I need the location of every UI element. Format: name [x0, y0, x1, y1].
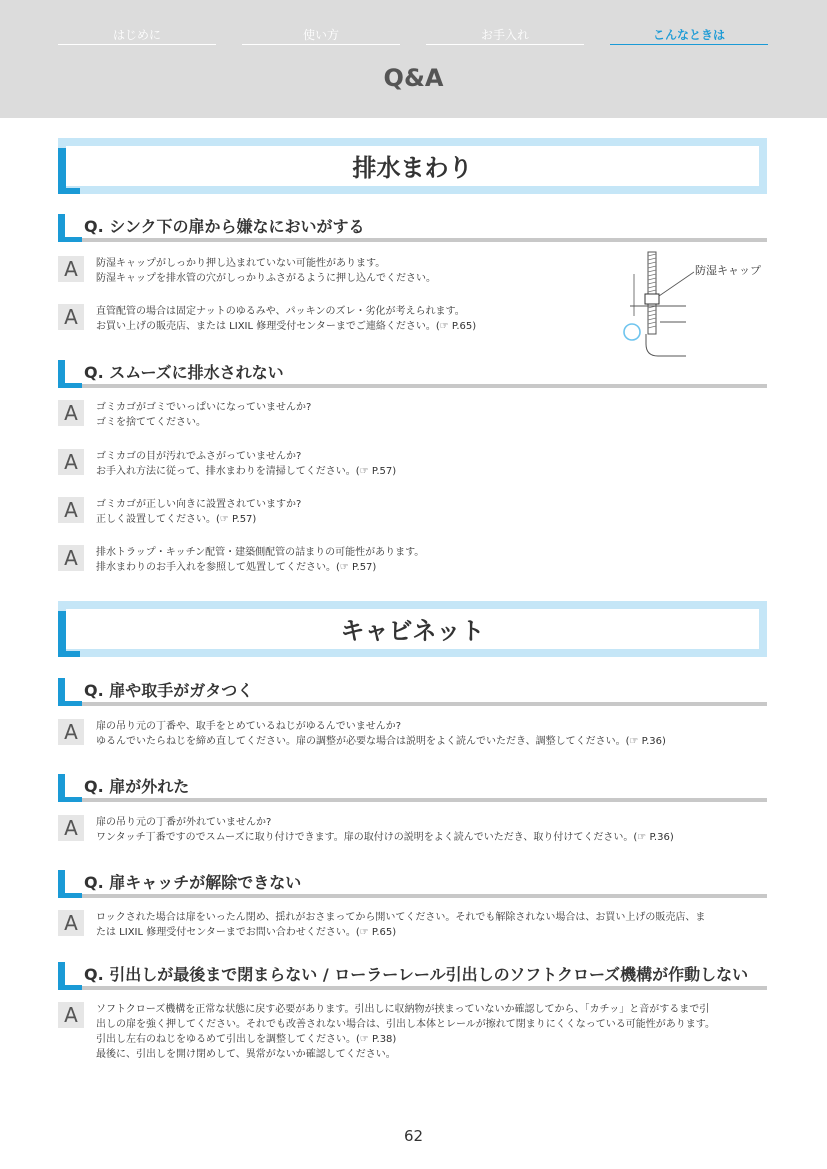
page-number: 62: [403, 1127, 424, 1145]
tab-oteire[interactable]: お手入れ: [426, 26, 584, 45]
answer-line: 引出し左右のねじをゆるめて引出しを調整してください。(☞ P.38): [96, 1034, 397, 1045]
question-text: Q. 扉キャッチが解除できない: [84, 873, 302, 892]
question-heading: [58, 962, 767, 990]
diagram-label: 防湿キャップ: [695, 264, 761, 277]
answer-badge: A: [58, 719, 84, 745]
tab-konnatokiha[interactable]: こんなときは: [610, 26, 768, 45]
page-header: [0, 0, 827, 118]
answer-line: 扉の吊り元の丁番や、取手をとめているねじがゆるんでいませんか?: [96, 721, 402, 732]
answer-line: 扉の吊り元の丁番が外れていませんか?: [96, 817, 272, 828]
answer-line: 防湿キャップがしっかり押し込まれていない可能性があります。: [96, 258, 386, 269]
answer-line: 排水まわりのお手入れを参照して処置してください。(☞ P.57): [96, 562, 377, 573]
answer-line: 排水トラップ・キッチン配管・建築側配管の詰まりの可能性があります。: [96, 547, 425, 558]
answer-line: 直管配管の場合は固定ナットのゆるみや、パッキンのズレ・劣化が考えられます。: [96, 306, 465, 317]
question-heading: [58, 360, 767, 388]
question-text: Q. 扉や取手がガタつく: [84, 681, 254, 700]
section-title: キャビネット: [340, 617, 485, 645]
answer-line: 防湿キャップを排水管の穴がしっかりふさがるように押し込んでください。: [96, 273, 436, 284]
answer-line: ロックされた場合は扉をいったん閉め、揺れがおさまってから開いてください。それでも解除されない場合は、お買い上げの販売店、ま: [96, 912, 706, 923]
question-text: Q. シンク下の扉から嫌なにおいがする: [84, 217, 365, 236]
answer-badge: A: [58, 304, 84, 330]
answer-line: お買い上げの販売店、または LIXIL 修理受付センターまでご連絡ください。(☞ P.65): [96, 321, 477, 332]
answer-line: 最後に、引出しを開け閉めして、異常がないか確認してください。: [96, 1049, 396, 1060]
answer-badge: A: [58, 1002, 84, 1028]
page-title: Q&A: [383, 64, 444, 92]
question-text: Q. 引出しが最後まで閉まらない / ローラーレール引出しのソフトクローズ機構が作動しない: [84, 965, 749, 984]
answer-line: ゴミカゴがゴミでいっぱいになっていませんか?: [96, 402, 312, 413]
question-heading: [58, 214, 767, 242]
section-banner-haisui: [58, 138, 767, 194]
answer-line: 出しの扉を強く押してください。それでも改善されない場合は、引出し本体とレールが擦れて閉まりにくくなっている可能性があります。: [96, 1019, 715, 1030]
answer-line: ゴミを捨ててください。: [96, 417, 206, 428]
section-banner-cabinet: [58, 601, 767, 657]
answer-badge: A: [58, 449, 84, 475]
answer-line: お手入れ方法に従って、排水まわりを清掃してください。(☞ P.57): [96, 466, 397, 477]
answer-badge: A: [58, 256, 84, 282]
question-text: Q. 扉が外れた: [84, 777, 190, 796]
section-title: 排水まわり: [352, 154, 473, 182]
answer-badge: A: [58, 497, 84, 523]
answer-line: ゆるんでいたらねじを締め直してください。扉の調整が必要な場合は説明をよく読んでいただき、調整してください。(☞ P.36): [96, 736, 666, 747]
answer-badge: A: [58, 545, 84, 571]
question-heading: [58, 774, 767, 802]
tab-hajimeni[interactable]: はじめに: [58, 26, 216, 45]
answer-line: 正しく設置してください。(☞ P.57): [96, 514, 257, 525]
answer-badge: A: [58, 910, 84, 936]
answer-badge: A: [58, 400, 84, 426]
answer-line: ゴミカゴが正しい向きに設置されていますか?: [96, 499, 302, 510]
question-text: Q. スムーズに排水されない: [84, 363, 284, 382]
question-heading: [58, 678, 767, 706]
drain-cap-diagram: [618, 248, 768, 360]
answer-line: ゴミカゴの目が汚れでふさがっていませんか?: [96, 451, 302, 462]
answer-badge: A: [58, 815, 84, 841]
question-heading: [58, 870, 767, 898]
answer-line: たは LIXIL 修理受付センターまでお問い合わせください。(☞ P.65): [96, 927, 397, 938]
answer-line: ソフトクローズ機構を正常な状態に戻す必要があります。引出しに収納物が挟まっていないか確認してから、「カチッ」と音がするまで引: [96, 1004, 710, 1015]
answer-line: ワンタッチ丁番ですのでスムーズに取り付けできます。扉の取付けの説明をよく読んでいただき、取り付けてください。(☞ P.36): [96, 832, 674, 843]
tab-tsukaikata[interactable]: 使い方: [242, 26, 400, 45]
